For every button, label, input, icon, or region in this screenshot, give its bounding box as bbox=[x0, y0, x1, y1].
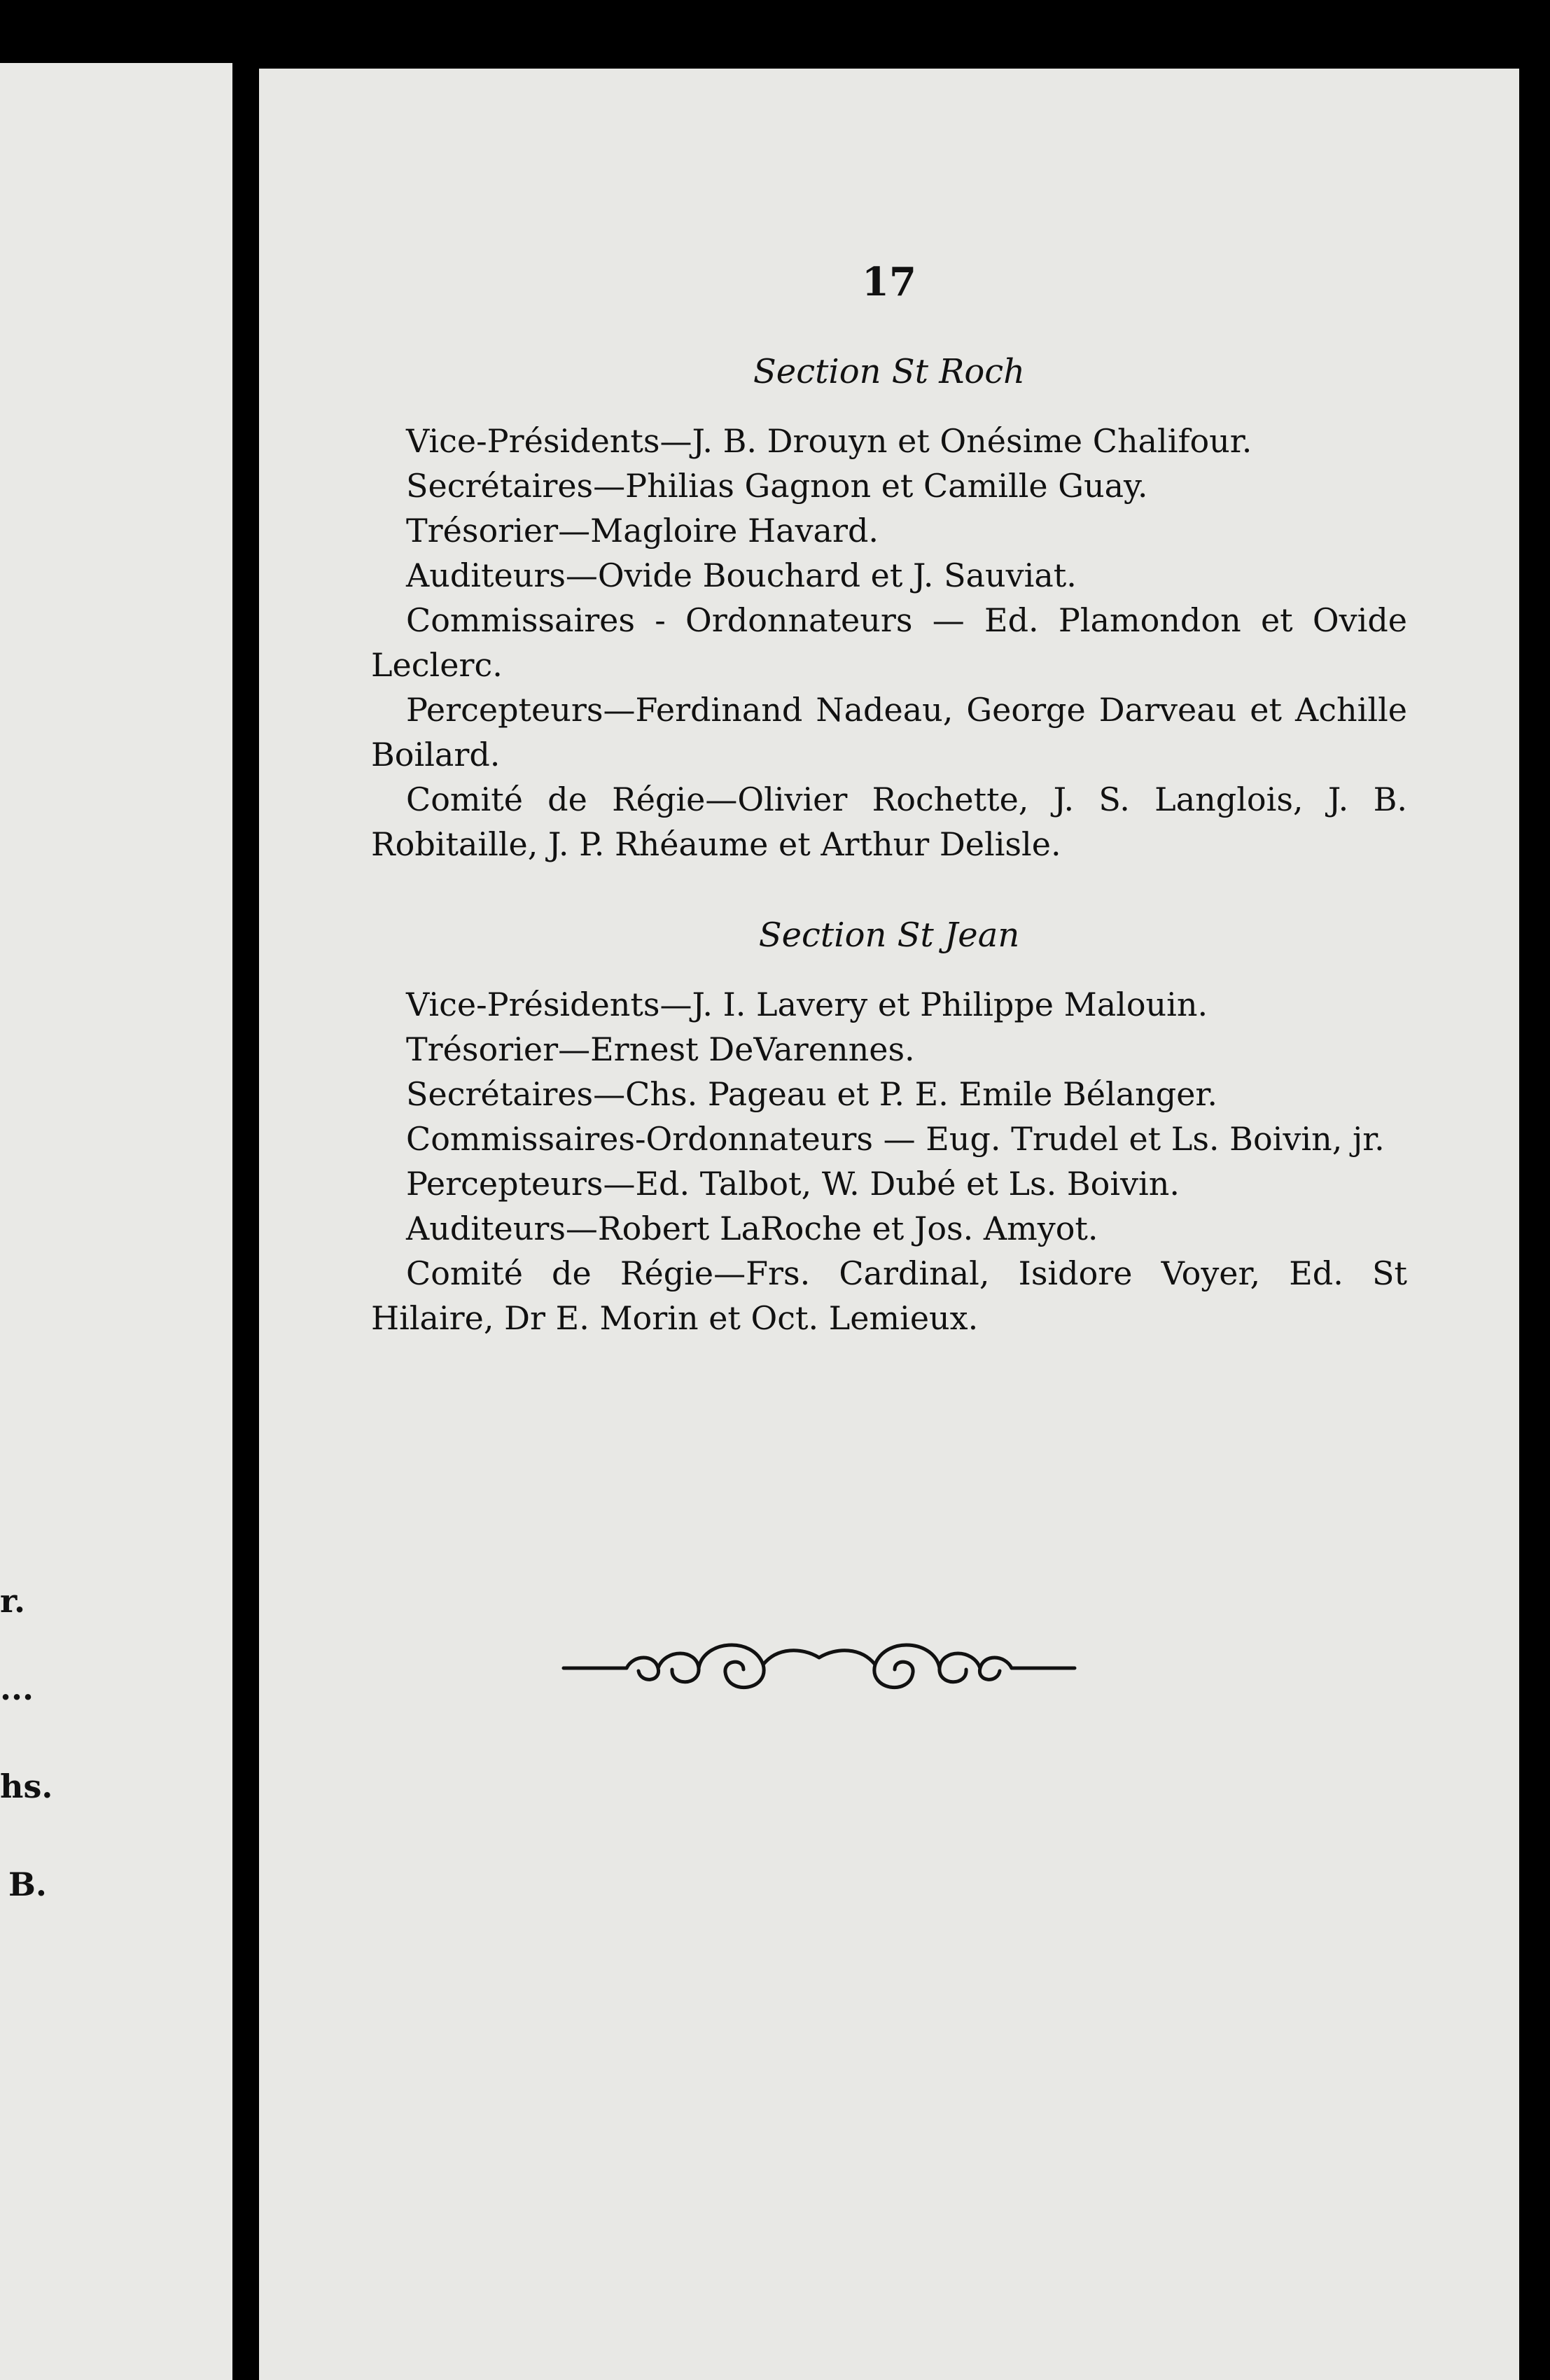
section-body-st-jean bbox=[371, 982, 1407, 1340]
page-number: 17 bbox=[862, 259, 916, 305]
entry-vice-presidents: Vice-Présidents—J. B. Drouyn et Onésime Chalifour. bbox=[406, 422, 1252, 460]
left-page-fragment: ... bbox=[0, 1670, 34, 1707]
page-gutter bbox=[232, 0, 259, 2380]
entry-percepteurs: Percepteurs—Ed. Talbot, W. Dubé et Ls. Boivin. bbox=[406, 1165, 1180, 1203]
entry-secretaires: Secrétaires—Chs. Pageau et P. E. Emile Bélanger. bbox=[406, 1075, 1217, 1113]
left-page-fragment: r. bbox=[0, 1582, 26, 1620]
entry-commissaires-ordonnateurs: Commissaires - Ordonnateurs — Ed. Plamondon et Ovide Leclerc. bbox=[371, 601, 1407, 684]
section-body-st-roch bbox=[371, 419, 1407, 867]
entry-commissaires-ordonnateurs: Commissaires-Ordonnateurs — Eug. Trudel et Ls. Boivin, jr. bbox=[406, 1120, 1385, 1158]
entry-tresorier: Trésorier—Ernest DeVarennes. bbox=[406, 1030, 915, 1068]
entry-secretaires: Secrétaires—Philias Gagnon et Camille Guay. bbox=[406, 467, 1148, 505]
scroll-flourish-icon bbox=[560, 1626, 1078, 1710]
entry-auditeurs: Auditeurs—Robert LaRoche et Jos. Amyot. bbox=[406, 1210, 1098, 1247]
entry-vice-presidents: Vice-Présidents—J. I. Lavery et Philippe Malouin. bbox=[406, 986, 1208, 1023]
section-title-st-roch: Section St Roch bbox=[753, 352, 1026, 391]
entry-percepteurs: Percepteurs—Ferdinand Nadeau, George Darveau et Achille Boilard. bbox=[371, 691, 1407, 774]
document-page bbox=[259, 69, 1519, 2380]
entry-tresorier: Trésorier—Magloire Havard. bbox=[406, 512, 879, 550]
entry-auditeurs: Auditeurs—Ovide Bouchard et J. Sauviat. bbox=[406, 556, 1077, 594]
section-title-st-jean: Section St Jean bbox=[758, 916, 1020, 955]
left-page-fragment: hs. bbox=[0, 1768, 53, 1805]
left-page-fragment: B. bbox=[8, 1865, 47, 1903]
left-page-strip bbox=[0, 63, 232, 2380]
entry-comite-de-regie: Comité de Régie—Frs. Cardinal, Isidore Voyer, Ed. St Hilaire, Dr E. Morin et Oct. Lemieux. bbox=[371, 1254, 1407, 1337]
entry-comite-de-regie: Comité de Régie—Olivier Rochette, J. S. Langlois, J. B. Robitaille, J. P. Rhéaume et Arthur Delisle. bbox=[371, 780, 1407, 863]
